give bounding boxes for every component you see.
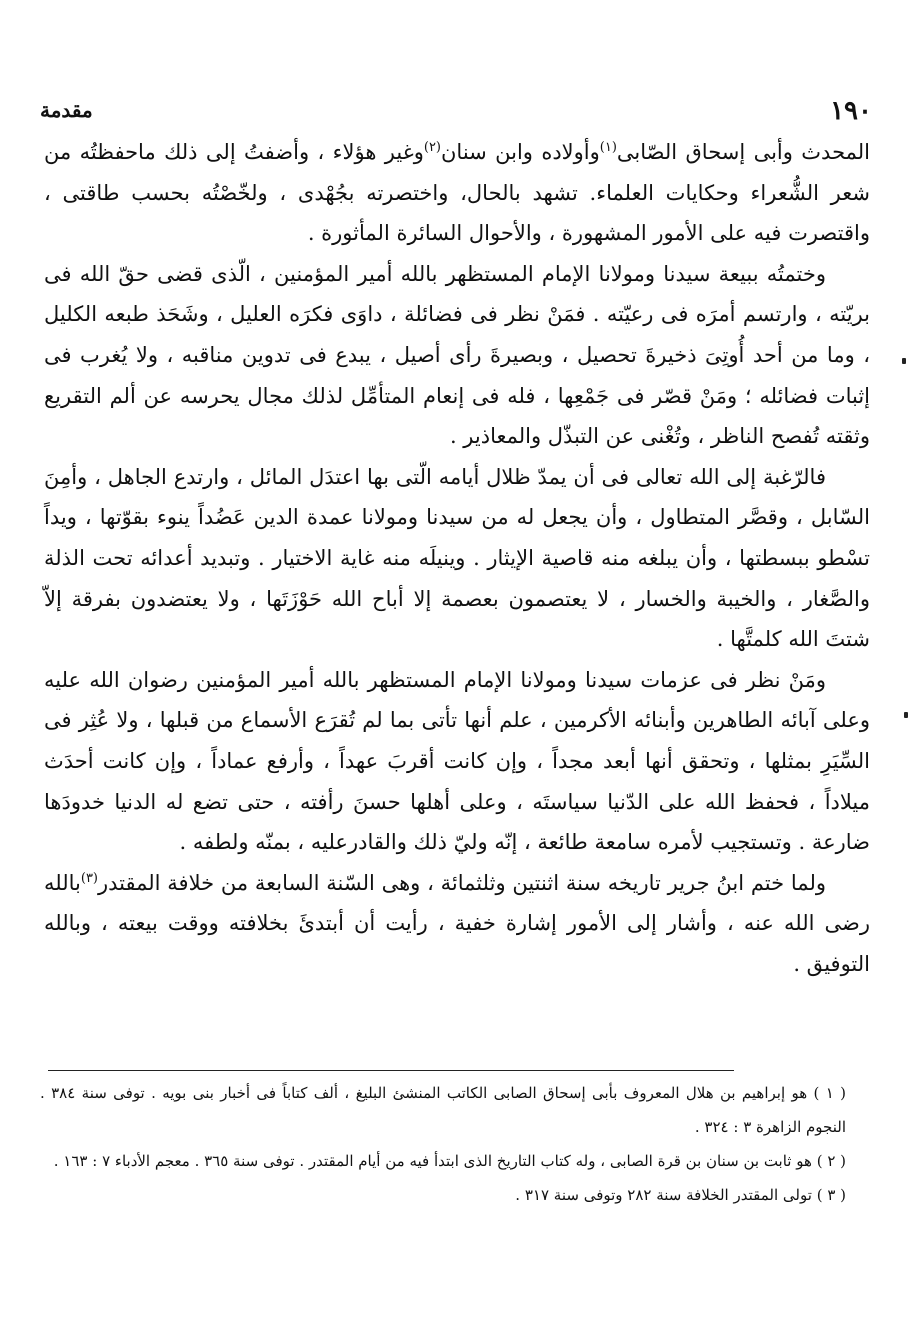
footnote-reference-2: (٢) bbox=[423, 140, 441, 155]
paragraph-text: بالله رضى الله عنه ، وأشار إلى الأمور إشارة خفية ، رأيت أن أبتدئَ بخلافته ووقت بيعته ، وبالله التوفيق . bbox=[44, 870, 870, 976]
footnote-reference-3: (٣) bbox=[80, 870, 98, 886]
running-head: مقدمة bbox=[40, 98, 93, 122]
footnote-text: تولى المقتدر الخلافة سنة ٢٨٢ وتوفى سنة ٣١٧ . bbox=[515, 1186, 812, 1204]
paragraph-1 bbox=[44, 132, 870, 254]
footnote-text: هو ثابت بن سنان بن قرة الصابى ، وله كتاب التاريخ الذى ابتدأ فيه من أيام المقتدر . توفى سنة ٣٦٥ . معجم الأدباء ٧ : ١٦٣ . bbox=[53, 1152, 812, 1170]
paragraph-3: فالرّغبة إلى الله تعالى فى أن يمدّ ظلال أيامه الّتى بها اعتدَل المائل ، وارتدع الجاهل ، وأمِنَ السّابل ، وقصَّر المتطاول ، وأن يجعل له من سيدنا ومولانا عمدة الدين عَضُداً ينوء بقوّتها ، ويداً تسْطو ببسطتها ، وأن يبلغه منه قاصية الإيثار . وينيلَه منه غاية الاختيار . وتبديد أعدائه تحت الذلة والصَّغار ، والخيبة والخسار ، لا يعتصمون بعصمة إلا أباح الله حَوْزَتَها ، ولا يعتضدون بفرقة إلاّ شتتَ الله كلمتَّها . bbox=[44, 464, 870, 652]
footnote-3 bbox=[40, 1178, 846, 1212]
page-number: ١٩٠ bbox=[830, 96, 872, 126]
footnote-number: ( ٢ ) bbox=[816, 1152, 846, 1170]
paragraph-4: ومَنْ نظر فى عزمات سيدنا ومولانا الإمام المستظهر بالله أمير المؤمنين رضوان الله عليه وعلى آبائه الطاهرين وأبنائه الأكرمين ، علم أنها تأتى بما لم تُقرَع الأسماع من قبلها ، ولا عُثِر فى السِّيَرِ بمثلها ، وتحقق أنها أبعد مجداً ، وإن كانت أقربَ عهداً ، وأرفع عماداً ، وإن كانت أحدَث ميلاداً ، فحفظ الله على الدّنيا سياستَه ، وعلى أهلها حسنَ رأفته ، حتى تضع له الدنيا خدودَها ضارعة . وتستجيب لأمره سامعة طائعة ، إنّه وليّ ذلك والقادرعليه ، بمنّه ولطفه . bbox=[44, 667, 871, 855]
paragraph-text: وأولاده وابن سنان bbox=[441, 140, 600, 164]
paragraph-text: ولما ختم ابنُ جرير تاريخه سنة اثنتين وثلثمائة ، وهى السّنة السابعة من خلافة المقتدر bbox=[98, 870, 826, 895]
footnotes bbox=[40, 1076, 846, 1212]
paragraph-2: وختمتُه ببيعة سيدنا ومولانا الإمام المستظهر بالله أمير المؤمنين ، الّذى قضى حقّ الله فى بريّته ، وارتسم أمرَه فى رعيّته . فمَنْ نظر فى فضائلة ، داوَى فكرَه العليل ، وشَحَذ طبعه الكليل ، وما من أحد أُوتِىَ ذخيرةَ تحصيل ، وبصيرةَ رأى أصيل ، يبدع فى تدوين مناقبه ، ولا يُغرب فى إثبات فضائله ؛ ومَنْ قصّر فى جَمْعِها ، فله فى إنعام المتأمِّل لذلك مجال يحرسه عن ألم التقريع وثقته تُفصح الناظر ، وتُغْنى عن التبذّل والمعاذير . bbox=[44, 261, 870, 449]
scan-mark bbox=[902, 358, 906, 364]
footnote-number: ( ٣ ) bbox=[816, 1186, 846, 1204]
footnote-divider bbox=[48, 1070, 734, 1071]
footnote-number: ( ١ ) bbox=[813, 1084, 846, 1102]
paragraph-text: المحدث وأبى إسحاق الصّابى bbox=[616, 140, 870, 164]
footnote-text: هو إبراهيم بن هلال المعروف بأبى إسحاق الصابى الكاتب المنشئ البليغ ، ألف كتاباً فى أخبار بنى بويه . توفى سنة ٣٨٤ . النجوم الزاهرة ٣ : ٣٢٤ . bbox=[40, 1084, 846, 1136]
paragraph-5 bbox=[44, 863, 870, 985]
paragraph-text: وغير هؤلاء ، وأضفتُ إلى ذلك ماحفظتُه من شعر الشُّعراء وحكايات العلماء. تشهد بالحال، واختصرته بجُهْدى ، ولخّصْتُه بحسب طاقتى ، واقتصرت فيه على الأمور المشهورة ، والأحوال السائرة المأثورة . bbox=[44, 140, 870, 246]
footnote-1 bbox=[40, 1076, 846, 1144]
footnote-2 bbox=[40, 1144, 846, 1178]
page-header bbox=[40, 96, 872, 136]
scan-mark bbox=[904, 712, 908, 718]
footnote-reference-1: (١) bbox=[599, 140, 617, 155]
main-text bbox=[44, 132, 870, 984]
